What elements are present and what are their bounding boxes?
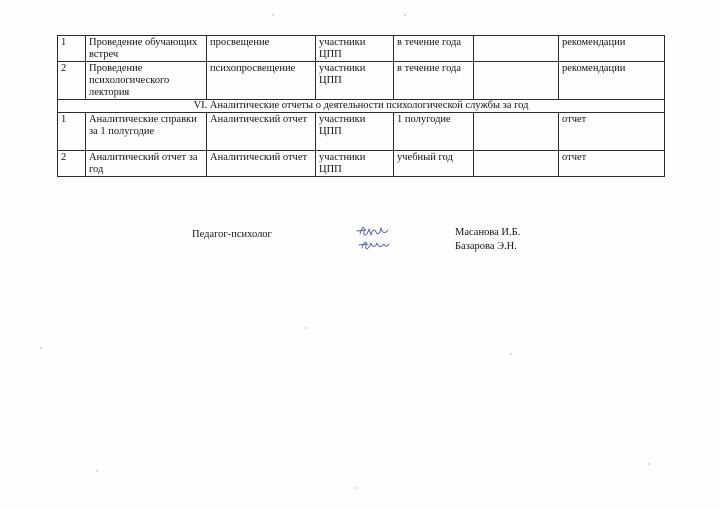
empty-cell	[474, 113, 559, 151]
scan-speck	[40, 347, 42, 349]
scan-speck	[510, 353, 512, 355]
signer-name: Масанова И.Б.	[455, 227, 521, 238]
activity-cell: Аналитические справки за 1 полугодие	[86, 113, 207, 151]
table-row	[58, 36, 665, 62]
table-row	[58, 62, 665, 100]
handwritten-signature	[354, 222, 394, 256]
activity-cell: Аналитический отчет за год	[86, 151, 207, 177]
activity-plan-table	[57, 35, 665, 177]
scan-speck	[648, 463, 650, 465]
participants-cell: участники ЦПП	[316, 113, 394, 151]
form-cell: Аналитический отчет	[207, 151, 316, 177]
term-cell: в течение года	[394, 62, 474, 100]
empty-cell	[474, 36, 559, 62]
term-cell: учебный год	[394, 151, 474, 177]
form-cell: просвещение	[207, 36, 316, 62]
result-cell: отчет	[559, 151, 665, 177]
form-cell: Аналитический отчет	[207, 113, 316, 151]
row-number: 2	[58, 62, 86, 100]
row-number: 1	[58, 36, 86, 62]
term-cell: в течение года	[394, 36, 474, 62]
signer-names	[455, 226, 520, 254]
empty-cell	[474, 62, 559, 100]
result-cell: рекомендации	[559, 36, 665, 62]
section-header-row	[58, 100, 665, 113]
signer-name: Базарова Э.Н.	[455, 241, 517, 252]
row-number: 1	[58, 113, 86, 151]
activity-cell: Проведение психологического лектория	[86, 62, 207, 100]
form-cell: психопросвещение	[207, 62, 316, 100]
result-cell: рекомендации	[559, 62, 665, 100]
activity-cell: Проведение обучающих встреч	[86, 36, 207, 62]
section-title: VI. Аналитические отчеты о деятельности психологической службы за год	[58, 100, 665, 113]
scan-speck	[305, 327, 307, 329]
table-row	[58, 113, 665, 151]
scan-speck	[404, 14, 406, 16]
participants-cell: участники ЦПП	[316, 62, 394, 100]
participants-cell: участники ЦПП	[316, 151, 394, 177]
signer-role: Педагог-психолог	[192, 229, 272, 240]
scan-speck	[356, 487, 358, 489]
term-cell: 1 полугодие	[394, 113, 474, 151]
participants-cell: участники ЦПП	[316, 36, 394, 62]
scan-speck	[96, 470, 98, 472]
empty-cell	[474, 151, 559, 177]
table-row	[58, 151, 665, 177]
scan-speck	[272, 14, 274, 16]
result-cell: отчет	[559, 113, 665, 151]
row-number: 2	[58, 151, 86, 177]
